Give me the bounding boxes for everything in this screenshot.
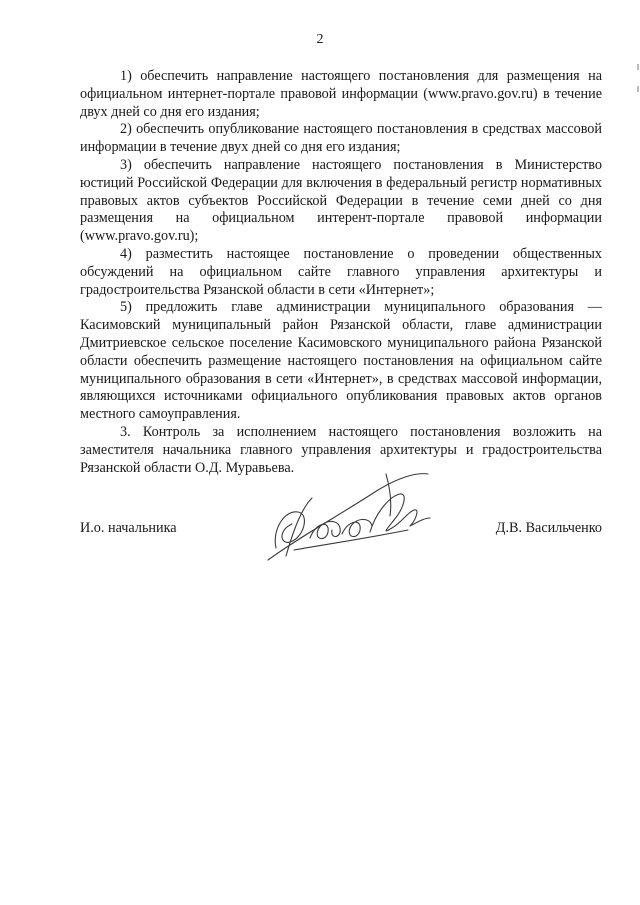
paragraph-item-3: 3) обеспечить направление настоящего постановления в Министерство юстиций Российской Федерации для включения в федеральный регистр нормативных правовых актов субъектов Российской Федерации в течение семи дней со дня размещения на официальном интерент-портале правовой информации (www.pravo.gov.ru);	[80, 156, 602, 245]
page-number: 2	[316, 32, 324, 47]
signatory-title: И.о. начальника	[80, 520, 177, 536]
margin-scan-marks	[632, 60, 640, 100]
paragraph-item-1: 1) обеспечить направление настоящего постановления для размещения на официальном интернет-портале правовой информации (www.pravo.gov.ru) в течение двух дней со дня его издания;	[80, 68, 602, 120]
handwritten-signature-icon	[258, 468, 448, 578]
paragraph-item-2: 2) обеспечить опубликование настоящего постановления в средствах массовой информации в течение двух дней со дня его издания;	[80, 121, 602, 156]
paragraph-control-clause: 3. Контроль за исполнением настоящего постановления возложить на заместителя начальника главного управления архитектуры и градостроительства Рязанской области О.Д. Муравьева.	[80, 423, 602, 476]
paragraph-item-5: 5) предложить главе администрации муниципального образования — Касимовский муниципальный район Рязанской области, главе администрации Дмитриевское сельское поселение Касимовского муниципального района Рязанской области обеспечить размещение настоящего постановления на официальном сайте муниципального образования в сети «Интернет», в средствах массовой информации, являющихся источниками официального опубликования правовых актов органов местного самоуправления.	[80, 299, 602, 423]
paragraph-item-4: 4) разместить настоящее постановление о проведении общественных обсуждений на официальном сайте главного управления архитектуры и градостроительства Рязанской области в сети «Интернет»;	[80, 245, 602, 298]
signatory-name: Д.В. Васильченко	[495, 520, 602, 536]
document-body	[80, 68, 602, 477]
